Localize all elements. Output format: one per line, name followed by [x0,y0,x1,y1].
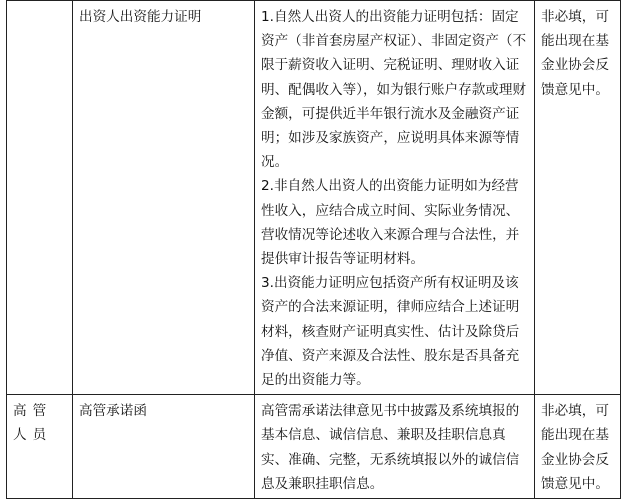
requirement-paragraph: 2.非自然人出资人的出资能力证明如为经营性收入，应结合成立时间、实际业务情况、营收情况等论述收入来源合理与合法性，并提供审计报告等证明材料。 [261,178,520,268]
requirement-paragraph: 3.出资能力证明应包括资产所有权证明及该资产的合法来源证明，律师应结合上述证明材料，核查财产证明真实性、估计及除贷后净值、资产来源及合法性、股东是否具备充足的出资能力等。 [261,275,520,389]
table-row [7,395,621,499]
material-cell: 出资人出资能力证明 [73,1,255,395]
note-cell: 非必填，可能出现在基金业协会反馈意见中。 [535,395,621,499]
table-row [7,1,621,395]
role-cell: 高管人员 [7,395,73,499]
requirement-paragraph: 高管需承诺法律意见书中披露及系统填报的基本信息、诚信信息、兼职及挂职信息真实、准确、完整，无系统填报以外的诚信信息及兼职挂职信息。 [261,403,520,492]
requirement-paragraph: 1.自然人出资人的出资能力证明包括：固定资产（非首套房屋产权证）、非固定资产（不限于薪资收入证明、完税证明、理财收入证明、配偶收入等），如为银行账户存款或理财金额，可提供近半年银行流水及金融资产证明；如涉及家族资产，应说明具体来源等情况。 [261,9,527,171]
requirement-cell [255,1,535,395]
note-cell: 非必填，可能出现在基金业协会反馈意见中。 [535,1,621,395]
requirements-table [6,0,621,499]
role-cell [7,1,73,395]
requirement-cell [255,395,535,499]
material-cell: 高管承诺函 [73,395,255,499]
